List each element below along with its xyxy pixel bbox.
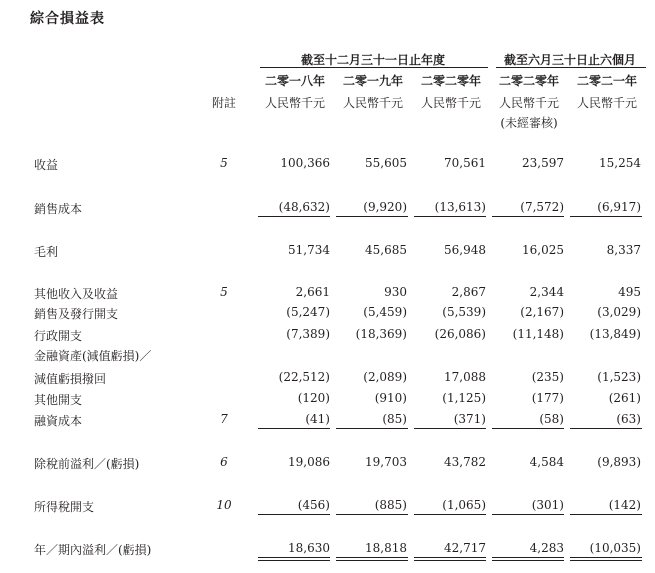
- row-value: 2,661: [295, 285, 330, 299]
- row-value: 45,685: [365, 243, 407, 257]
- table-row-selling-expenses: [0, 305, 655, 323]
- header-group-interim: 截至六月三十日止六個月: [503, 53, 636, 67]
- total-double-rule: [570, 557, 642, 561]
- row-value: 8,337: [606, 243, 641, 257]
- row-value: (7,389): [286, 327, 330, 341]
- row-value: (18,369): [355, 327, 407, 341]
- row-label: 毛利: [34, 245, 59, 259]
- header-unit-4: 人民幣千元: [498, 96, 559, 110]
- subtotal-rule: [570, 216, 642, 217]
- subtotal-rule: [570, 428, 642, 429]
- total-double-rule: [414, 557, 486, 561]
- row-label: 銷售成本: [34, 202, 83, 216]
- row-value: (885): [374, 498, 407, 512]
- row-label: 銷售及發行開支: [34, 307, 119, 321]
- subtotal-rule: [336, 216, 408, 217]
- header-unit-3: 人民幣千元: [420, 96, 481, 110]
- row-value: 100,366: [280, 156, 330, 170]
- row-value: 42,717: [444, 541, 486, 555]
- row-note: 5: [220, 285, 228, 299]
- row-note: 5: [220, 156, 228, 170]
- row-value: (1,065): [442, 498, 486, 512]
- header-period-2021: 二零二一年: [576, 74, 637, 88]
- row-value: 51,734: [288, 243, 330, 257]
- row-label: 減值虧損撥回: [34, 372, 107, 386]
- row-value: (1,125): [442, 391, 486, 405]
- header-unit-1: 人民幣千元: [264, 96, 325, 110]
- subtotal-rule: [414, 216, 486, 217]
- statement-title: 綜合損益表: [30, 11, 105, 27]
- row-value: (371): [453, 412, 486, 426]
- header-period-2020: 二零二零年: [498, 74, 559, 88]
- table-row-other-expenses: [0, 391, 655, 409]
- row-value: (9,920): [363, 200, 407, 214]
- row-value: (2,167): [520, 305, 564, 319]
- header-year-2019: 二零一九年: [342, 74, 403, 88]
- row-value: 19,086: [288, 455, 330, 469]
- row-value: 4,584: [529, 455, 564, 469]
- row-value: (22,512): [278, 370, 330, 384]
- subtotal-rule: [258, 428, 330, 429]
- header-year-2018: 二零一八年: [264, 74, 325, 88]
- row-value: (13,613): [434, 200, 486, 214]
- header-group-annual: 截至十二月三十一日止年度: [300, 53, 445, 67]
- row-note: 7: [220, 412, 228, 426]
- row-value: (5,539): [442, 305, 486, 319]
- row-value: (1,523): [597, 370, 641, 384]
- row-value: (85): [382, 412, 407, 426]
- row-value: (177): [531, 391, 564, 405]
- row-value: (11,148): [512, 327, 564, 341]
- table-row-gross-profit: [0, 243, 655, 261]
- row-label: 收益: [34, 158, 59, 172]
- row-label: 其他收入及收益: [34, 287, 119, 301]
- subtotal-rule: [492, 216, 564, 217]
- row-value: 930: [384, 285, 407, 299]
- subtotal-rule: [492, 514, 564, 515]
- row-value: (3,029): [597, 305, 641, 319]
- table-row-profit-before-tax: [0, 455, 655, 473]
- subtotal-rule: [258, 216, 330, 217]
- subtotal-rule: [414, 514, 486, 515]
- row-value: 55,605: [365, 156, 407, 170]
- row-value: (2,089): [363, 370, 407, 384]
- row-value: (13,849): [589, 327, 641, 341]
- subtotal-rule: [258, 514, 330, 515]
- row-value: (142): [608, 498, 641, 512]
- row-value: (120): [297, 391, 330, 405]
- row-value: 4,283: [529, 541, 564, 555]
- row-value: 2,344: [529, 285, 564, 299]
- table-row-admin-expenses: [0, 327, 655, 345]
- row-value: (7,572): [520, 200, 564, 214]
- row-value: (301): [531, 498, 564, 512]
- row-value: 16,025: [522, 243, 564, 257]
- total-double-rule: [492, 557, 564, 561]
- row-label: 行政開支: [34, 329, 83, 343]
- row-label: 金融資產(減值虧損)／: [34, 349, 152, 363]
- row-value: (26,086): [434, 327, 486, 341]
- subtotal-rule: [336, 514, 408, 515]
- row-value: (58): [539, 412, 564, 426]
- table-row-other-income: [0, 285, 655, 303]
- row-note: 10: [216, 498, 232, 512]
- row-value: 2,867: [451, 285, 486, 299]
- row-value: (5,459): [363, 305, 407, 319]
- row-value: (910): [374, 391, 407, 405]
- subtotal-rule: [336, 428, 408, 429]
- row-label: 所得稅開支: [34, 500, 95, 514]
- row-label: 除稅前溢利／(虧損): [34, 457, 140, 471]
- row-value: (63): [616, 412, 641, 426]
- header-group-interim-rule: [496, 67, 646, 68]
- table-row-revenue: [0, 156, 655, 174]
- row-value: 43,782: [444, 455, 486, 469]
- row-value: (261): [608, 391, 641, 405]
- table-row-impairment-line1: [0, 347, 655, 365]
- header-unit-2: 人民幣千元: [342, 96, 403, 110]
- row-value: 15,254: [599, 156, 641, 170]
- header-note-label: 附註: [211, 96, 236, 110]
- row-value: 23,597: [522, 156, 564, 170]
- row-value: 70,561: [444, 156, 486, 170]
- row-value: 18,630: [288, 541, 330, 555]
- subtotal-rule: [414, 428, 486, 429]
- header-group-annual-rule: [260, 67, 488, 68]
- row-value: 19,703: [365, 455, 407, 469]
- row-value: (235): [531, 370, 564, 384]
- header-unaudited: (未經審核): [500, 116, 558, 130]
- subtotal-rule: [492, 428, 564, 429]
- row-value: (5,247): [286, 305, 330, 319]
- row-value: (10,035): [589, 541, 641, 555]
- row-value: (9,893): [597, 455, 641, 469]
- row-value: 495: [618, 285, 641, 299]
- row-value: (6,917): [597, 200, 641, 214]
- row-value: 56,948: [444, 243, 486, 257]
- header-year-2020: 二零二零年: [420, 74, 481, 88]
- table-row-impairment-reversal: [0, 370, 655, 388]
- total-double-rule: [258, 557, 330, 561]
- row-value: 17,088: [444, 370, 486, 384]
- row-value: (48,632): [278, 200, 330, 214]
- row-value: 18,818: [365, 541, 407, 555]
- row-value: (41): [305, 412, 330, 426]
- row-value: (456): [297, 498, 330, 512]
- header-unit-5: 人民幣千元: [576, 96, 637, 110]
- subtotal-rule: [570, 514, 642, 515]
- row-note: 6: [220, 455, 228, 469]
- row-label: 其他開支: [34, 393, 83, 407]
- row-label: 融資成本: [34, 414, 83, 428]
- total-double-rule: [336, 557, 408, 561]
- row-label: 年／期內溢利／(虧損): [34, 543, 152, 557]
